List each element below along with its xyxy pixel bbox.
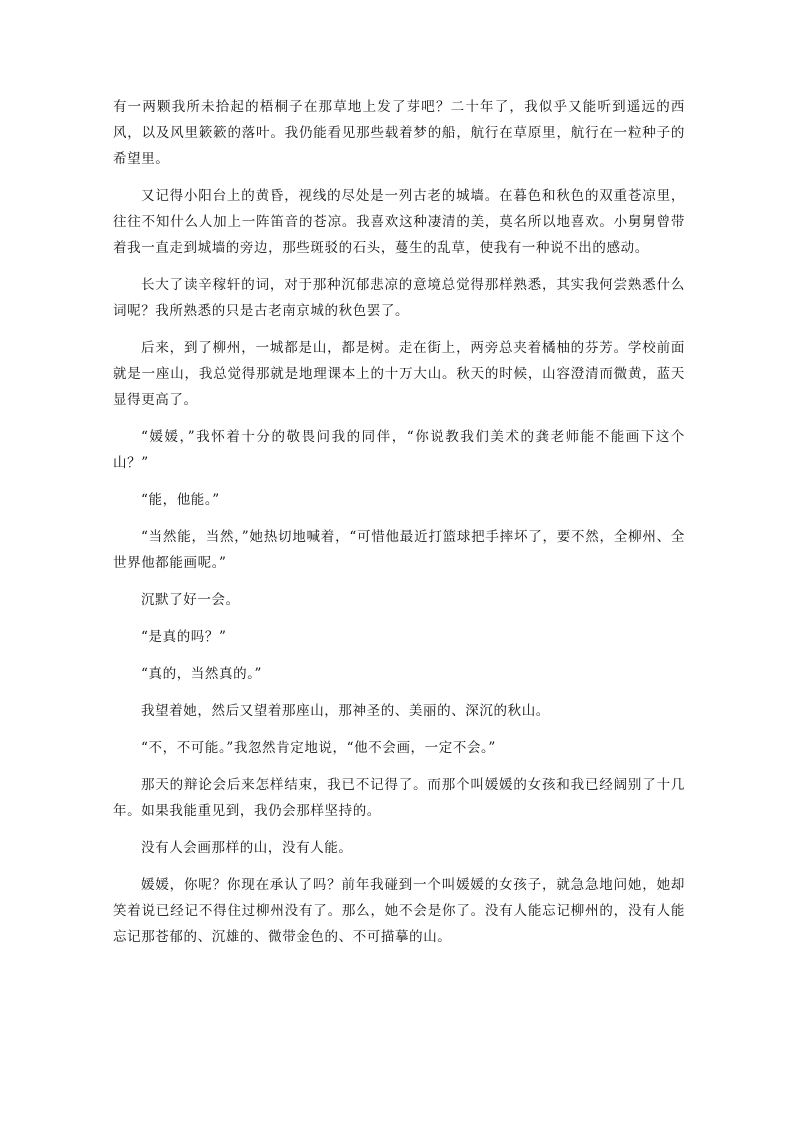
paragraph: “媛媛，”我怀着十分的敬畏问我的同伴，“你说教我们美术的龚老师能不能画下这个山？” [113, 429, 685, 471]
paragraph: 又记得小阳台上的黄昏，视线的尽处是一列古老的城墙。在暮色和秋色的双重苍凉里，往往不知什么人加上一阵笛音的苍凉。我喜欢这种凄清的美，莫名所以地喜欢。小舅舅曾带着我一直走到城墙的旁边，那些斑驳的石头，蔓生的乱草，使我有一种说不出的感动。 [113, 188, 685, 256]
paragraph: “是真的吗？” [141, 629, 227, 645]
document-body [113, 94, 685, 961]
paragraph: 长大了读辛稼轩的词，对于那种沉郁悲凉的意境总觉得那样熟悉，其实我何尝熟悉什么词呢？我所熟悉的只是古老南京城的秋色罢了。 [113, 277, 685, 319]
paragraph: 没有人会画那样的山，没有人能。 [141, 840, 353, 856]
paragraph: 那天的辩论会后来怎样结束，我已不记得了。而那个叫媛媛的女孩和我已经阔别了十几年。如果我能重见到，我仍会那样坚持的。 [113, 777, 685, 819]
paragraph: 沉默了好一会。 [141, 592, 240, 608]
paragraph: “真的，当然真的。” [141, 666, 263, 682]
paragraph: 后来，到了柳州，一城都是山，都是树。走在街上，两旁总夹着橘柚的芬芳。学校前面就是一座山，我总觉得那就是地理课本上的十万大山。秋天的时候，山容澄清而微黄，蓝天显得更高了。 [113, 340, 685, 408]
paragraph: “当然能，当然，”她热切地喊着，“可惜他最近打篮球把手摔坏了，要不然，全柳州、全世界他都能画呢。” [113, 529, 685, 571]
paragraph: 媛媛，你呢？你现在承认了吗？前年我碰到一个叫媛媛的女孩子，就急急地问她，她却笑着说已经记不得住过柳州没有了。那么，她不会是你了。没有人能忘记柳州的，没有人能忘记那苍郁的、沉雄的、微带金色的、不可描摹的山。 [113, 877, 685, 945]
paragraph: “能，他能。” [141, 492, 220, 508]
paragraph: 有一两颗我所未拾起的梧桐子在那草地上发了芽吧？二十年了，我似乎又能听到遥远的西风，以及风里簌簌的落叶。我仍能看见那些载着梦的船，航行在草原里，航行在一粒种子的希望里。 [113, 99, 685, 167]
paragraph: 我望着她，然后又望着那座山，那神圣的、美丽的、深沉的秋山。 [141, 703, 550, 719]
paragraph: “不，不可能。”我忽然肯定地说，“他不会画，一定不会。” [141, 740, 496, 756]
